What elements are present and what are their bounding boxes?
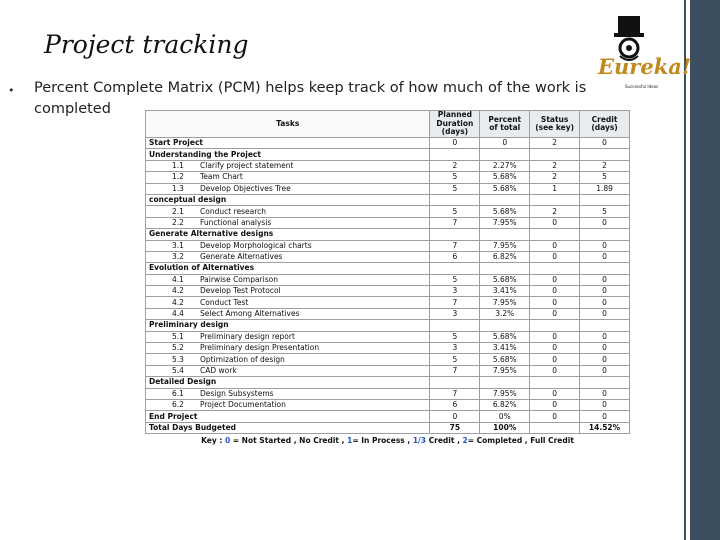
duration-cell: 5	[430, 354, 480, 365]
percent-cell: 6.82%	[480, 251, 530, 262]
task-cell	[146, 297, 430, 308]
duration-cell: 5	[430, 206, 480, 217]
credit-cell: 0	[580, 217, 630, 228]
table-row	[146, 274, 630, 285]
credit-cell: 5	[580, 206, 630, 217]
status-cell: 2	[530, 172, 580, 183]
key-label: Key :	[201, 435, 225, 445]
credit-cell: 0	[580, 388, 630, 399]
task-name: Conduct research	[200, 206, 266, 216]
percent-cell	[480, 377, 530, 388]
key-row	[146, 434, 630, 448]
duration-cell	[430, 194, 480, 205]
slide-title: Project tracking	[44, 30, 249, 59]
key-value-1: 1	[347, 435, 353, 445]
bullet-marker: •	[8, 84, 15, 97]
status-cell: 0	[530, 365, 580, 376]
percent-cell: 5.68%	[480, 206, 530, 217]
table-row	[146, 331, 630, 342]
task-name: Total Days Budgeted	[149, 422, 237, 432]
task-name: Start Project	[149, 138, 203, 148]
percent-cell: 5.68%	[480, 274, 530, 285]
credit-cell: 0	[580, 331, 630, 342]
duration-cell: 7	[430, 217, 480, 228]
task-name: Design Subsystems	[200, 388, 274, 398]
key-value-2: 1/3	[412, 435, 427, 445]
task-name: Develop Test Protocol	[200, 286, 281, 296]
task-name: Preliminary design	[149, 320, 229, 330]
table-row	[146, 388, 630, 399]
task-cell	[146, 331, 430, 342]
credit-cell: 0	[580, 251, 630, 262]
task-id: 4.2	[172, 297, 184, 307]
percent-cell: 7.95%	[480, 388, 530, 399]
task-id: 2.1	[172, 206, 184, 216]
task-name: Generate Alternative designs	[149, 229, 274, 239]
credit-cell	[580, 149, 630, 160]
table-header-row	[146, 111, 630, 138]
percent-cell	[480, 263, 530, 274]
table-row	[146, 365, 630, 376]
table-row	[146, 343, 630, 354]
table-row	[146, 217, 630, 228]
task-id: 5.3	[172, 354, 184, 364]
duration-cell: 2	[430, 160, 480, 171]
percent-cell: 5.68%	[480, 354, 530, 365]
credit-cell: 0	[580, 399, 630, 410]
credit-cell	[580, 263, 630, 274]
task-name: Preliminary design report	[200, 331, 295, 341]
header-credit: Credit (days)	[580, 111, 630, 138]
status-cell	[530, 263, 580, 274]
table-section-row	[146, 320, 630, 331]
duration-cell: 7	[430, 240, 480, 251]
percent-cell: 0%	[480, 411, 530, 422]
task-cell	[146, 286, 430, 297]
percent-cell: 5.68%	[480, 183, 530, 194]
percent-cell	[480, 194, 530, 205]
table-section-row	[146, 229, 630, 240]
duration-cell: 3	[430, 308, 480, 319]
task-name: Evolution of Alternatives	[149, 263, 255, 273]
duration-cell: 7	[430, 365, 480, 376]
logo-wordmark: Eureka!	[598, 54, 692, 79]
task-cell	[146, 160, 430, 171]
credit-cell: 0	[580, 240, 630, 251]
credit-cell: 0	[580, 286, 630, 297]
task-id: 6.1	[172, 388, 184, 398]
credit-cell: 0	[580, 411, 630, 422]
table-row	[146, 251, 630, 262]
table-row	[146, 206, 630, 217]
task-name: Project Documentation	[200, 400, 286, 410]
status-cell	[530, 320, 580, 331]
credit-cell: 0	[580, 354, 630, 365]
task-cell	[146, 274, 430, 285]
task-cell	[146, 240, 430, 251]
credit-cell: 0	[580, 274, 630, 285]
table-row	[146, 160, 630, 171]
status-cell: 0	[530, 399, 580, 410]
table-section-row	[146, 149, 630, 160]
status-cell	[530, 229, 580, 240]
task-cell	[146, 149, 430, 160]
hat-icon	[618, 16, 640, 34]
task-cell	[146, 138, 430, 149]
table-total-row	[146, 422, 630, 433]
status-cell: 2	[530, 138, 580, 149]
duration-cell: 7	[430, 297, 480, 308]
table-row	[146, 172, 630, 183]
status-cell	[530, 194, 580, 205]
status-cell	[530, 377, 580, 388]
status-cell: 0	[530, 217, 580, 228]
table-section-row	[146, 138, 630, 149]
credit-cell: 0	[580, 138, 630, 149]
task-name: Functional analysis	[200, 217, 272, 227]
credit-cell: 1.89	[580, 183, 630, 194]
credit-cell	[580, 229, 630, 240]
task-cell	[146, 343, 430, 354]
credit-cell: 5	[580, 172, 630, 183]
task-cell	[146, 183, 430, 194]
status-cell: 0	[530, 286, 580, 297]
status-cell: 0	[530, 331, 580, 342]
status-cell: 0	[530, 297, 580, 308]
status-cell: 0	[530, 251, 580, 262]
status-cell: 0	[530, 411, 580, 422]
duration-cell: 5	[430, 172, 480, 183]
duration-cell: 0	[430, 411, 480, 422]
header-percent: Percent of total	[480, 111, 530, 138]
task-name: Select Among Alternatives	[200, 309, 300, 319]
status-cell: 2	[530, 206, 580, 217]
percent-cell: 5.68%	[480, 172, 530, 183]
logo-subtitle: Successful Ideas	[625, 84, 659, 89]
right-accent-bar	[690, 0, 720, 540]
percent-cell: 7.95%	[480, 365, 530, 376]
status-cell: 0	[530, 343, 580, 354]
task-cell	[146, 251, 430, 262]
table-row	[146, 183, 630, 194]
task-cell	[146, 194, 430, 205]
duration-cell	[430, 320, 480, 331]
task-id: 3.1	[172, 240, 184, 250]
task-id: 1.3	[172, 183, 184, 193]
task-id: 5.4	[172, 366, 184, 375]
status-cell: 0	[530, 240, 580, 251]
percent-cell: 2.27%	[480, 160, 530, 171]
task-cell	[146, 217, 430, 228]
table-section-row	[146, 411, 630, 422]
key-value-0: 0	[224, 435, 231, 445]
key-value-3: 2	[462, 435, 468, 445]
status-cell: 0	[530, 274, 580, 285]
duration-cell: 75	[430, 422, 480, 433]
task-name: Detailed Design	[149, 377, 217, 387]
bullet-text: Percent Complete Matrix (PCM) helps keep track of how much of the work is completed	[34, 80, 587, 117]
status-cell: 1	[530, 183, 580, 194]
credit-cell	[580, 194, 630, 205]
header-tasks: Tasks	[146, 111, 430, 138]
task-name: Preliminary design Presentation	[200, 343, 320, 353]
credit-cell	[580, 377, 630, 388]
pcm-table	[145, 110, 630, 447]
duration-cell	[430, 377, 480, 388]
duration-cell: 3	[430, 286, 480, 297]
task-name: Generate Alternatives	[200, 252, 283, 262]
table-section-row	[146, 377, 630, 388]
duration-cell: 5	[430, 331, 480, 342]
percent-cell: 0	[480, 138, 530, 149]
task-name: Clarify project statement	[200, 160, 294, 170]
task-cell	[146, 308, 430, 319]
right-accent-line	[684, 0, 686, 540]
task-name: Optimization of design	[200, 354, 285, 364]
task-name: CAD work	[200, 366, 237, 375]
credit-cell: 14.52%	[580, 422, 630, 433]
percent-cell: 7.95%	[480, 240, 530, 251]
task-id: 4.2	[172, 286, 184, 296]
table-section-row	[146, 194, 630, 205]
task-id: 1.2	[172, 172, 184, 182]
task-name: Conduct Test	[200, 297, 249, 307]
credit-cell: 0	[580, 308, 630, 319]
percent-cell: 5.68%	[480, 331, 530, 342]
task-cell	[146, 229, 430, 240]
key-text-3: = Completed , Full Credit	[467, 435, 574, 445]
table-section-row	[146, 263, 630, 274]
credit-cell: 0	[580, 297, 630, 308]
duration-cell: 5	[430, 274, 480, 285]
table-row	[146, 286, 630, 297]
duration-cell: 0	[430, 138, 480, 149]
status-cell	[530, 149, 580, 160]
task-cell	[146, 263, 430, 274]
key-text-1: = In Process ,	[352, 435, 413, 445]
task-cell	[146, 399, 430, 410]
key-text-2: Credit ,	[426, 435, 463, 445]
task-id: 4.1	[172, 274, 184, 284]
duration-cell	[430, 229, 480, 240]
task-name: Develop Morphological charts	[200, 240, 312, 250]
duration-cell: 7	[430, 388, 480, 399]
duration-cell: 6	[430, 251, 480, 262]
task-id: 2.2	[172, 217, 184, 227]
task-cell	[146, 422, 430, 433]
task-cell	[146, 320, 430, 331]
task-name: Develop Objectives Tree	[200, 183, 291, 193]
task-cell	[146, 411, 430, 422]
task-name: Pairwise Comparison	[200, 274, 278, 284]
status-cell: 0	[530, 354, 580, 365]
duration-cell: 3	[430, 343, 480, 354]
key-cell	[146, 434, 630, 448]
duration-cell: 6	[430, 399, 480, 410]
task-cell	[146, 206, 430, 217]
table-row	[146, 297, 630, 308]
task-name: Team Chart	[200, 172, 243, 182]
percent-cell: 6.82%	[480, 399, 530, 410]
status-cell: 0	[530, 308, 580, 319]
percent-cell: 7.95%	[480, 297, 530, 308]
credit-cell: 0	[580, 365, 630, 376]
percent-cell: 3.2%	[480, 308, 530, 319]
task-name: conceptual design	[149, 195, 227, 205]
table-row	[146, 240, 630, 251]
task-id: 1.1	[172, 160, 184, 170]
task-id: 3.2	[172, 252, 184, 262]
task-cell	[146, 365, 430, 376]
table-row	[146, 354, 630, 365]
status-cell: 0	[530, 388, 580, 399]
percent-cell	[480, 149, 530, 160]
task-name: Understanding the Project	[149, 149, 261, 159]
task-id: 4.4	[172, 309, 184, 319]
percent-cell: 7.95%	[480, 217, 530, 228]
task-cell	[146, 388, 430, 399]
task-cell	[146, 354, 430, 365]
task-name: End Project	[149, 411, 198, 421]
task-cell	[146, 172, 430, 183]
percent-cell	[480, 229, 530, 240]
task-id: 5.1	[172, 331, 184, 341]
table-row	[146, 308, 630, 319]
status-cell: 2	[530, 160, 580, 171]
percent-cell	[480, 320, 530, 331]
duration-cell: 5	[430, 183, 480, 194]
header-duration: Planned Duration (days)	[430, 111, 480, 138]
duration-cell	[430, 263, 480, 274]
duration-cell	[430, 149, 480, 160]
credit-cell: 0	[580, 343, 630, 354]
task-cell	[146, 377, 430, 388]
credit-cell: 2	[580, 160, 630, 171]
header-status: Status (see key)	[530, 111, 580, 138]
table-row	[146, 399, 630, 410]
task-id: 6.2	[172, 400, 184, 410]
key-text-0: = Not Started , No Credit ,	[230, 435, 348, 445]
task-id: 5.2	[172, 343, 184, 353]
status-cell	[530, 422, 580, 433]
percent-cell: 100%	[480, 422, 530, 433]
percent-cell: 3.41%	[480, 343, 530, 354]
credit-cell	[580, 320, 630, 331]
percent-cell: 3.41%	[480, 286, 530, 297]
